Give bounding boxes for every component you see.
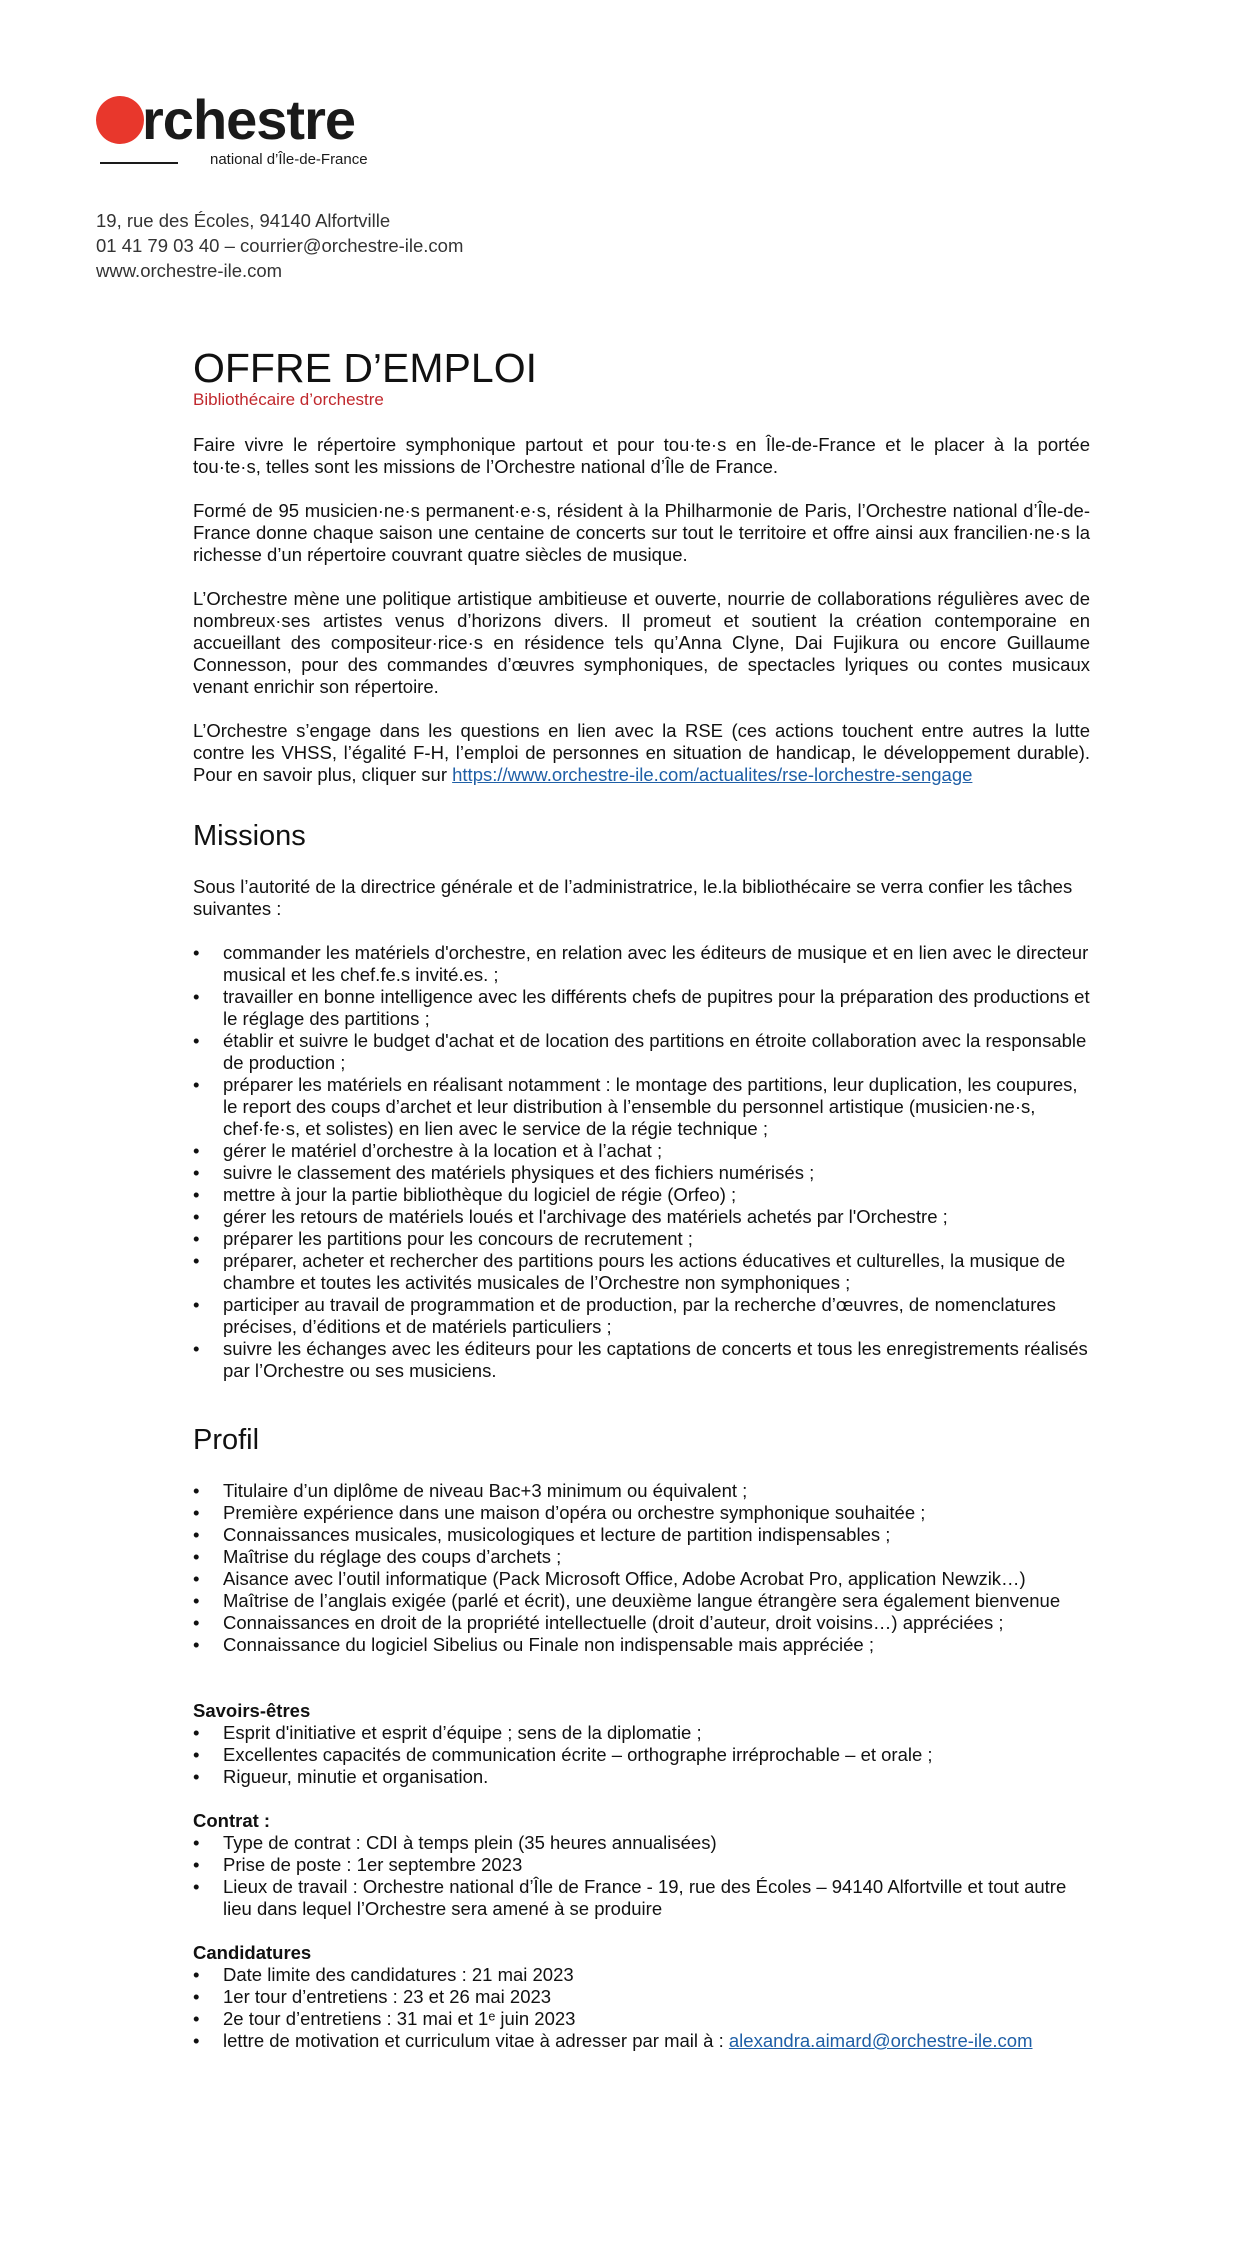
list-item: • 2e tour d’entretiens : 31 mai et 1ᵉ juin 2023 [193, 2008, 1090, 2030]
contact-address [96, 208, 463, 283]
orchestre-logo [96, 88, 406, 178]
logo-red-dot [96, 96, 144, 144]
list-item: • préparer, acheter et rechercher des partitions pours les actions éducatives et culturelles, la musique de chambre et toutes les activités musicales de l’Orchestre non symphoniques ; [193, 1250, 1090, 1294]
phone-email-line: 01 41 79 03 40 – courrier@orchestre-ile.com [96, 235, 464, 256]
contrat-list [193, 1832, 1090, 1920]
list-item: • Maîtrise du réglage des coups d’archets ; [193, 1546, 1090, 1568]
list-item: • Titulaire d’un diplôme de niveau Bac+3 minimum ou équivalent ; [193, 1480, 1090, 1502]
list-item: • établir et suivre le budget d'achat et de location des partitions en étroite collaboration avec la responsable de production ; [193, 1030, 1090, 1074]
address-line: 19, rue des Écoles, 94140 Alfortville [96, 210, 391, 231]
list-item: • Esprit d'initiative et esprit d’équipe ; sens de la diplomatie ; [193, 1722, 1090, 1744]
missions-lead: Sous l’autorité de la directrice générale et de l’administratrice, le.la bibliothécaire se verra confier les tâches suivantes : [193, 876, 1073, 919]
list-item: • mettre à jour la partie bibliothèque du logiciel de régie (Orfeo) ; [193, 1184, 1090, 1206]
list-item: • commander les matériels d'orchestre, en relation avec les éditeurs de musique et en lien avec le directeur musical et les chef.fe.s invité.es. ; [193, 942, 1090, 986]
candidatures-contact-list [193, 2030, 1090, 2052]
list-item: • Connaissance du logiciel Sibelius ou Finale non indispensable mais appréciée ; [193, 1634, 1090, 1656]
intro-paragraph-3: L’Orchestre mène une politique artistique ambitieuse et ouverte, nourrie de collaborations régulières avec de nombreux·ses artistes venus d’horizons divers. Il promeut et soutient la création contemporaine en accueillant des compositeur·rice·s en résidence tels qu’Anna Clyne, Dai Fujikura ou encore Guillaume Connesson, pour des commandes d’œuvres symphoniques, de spectacles lyriques ou contes musicaux venant enrichir son répertoire. [193, 588, 1090, 697]
list-item: • Première expérience dans une maison d’opéra ou orchestre symphonique souhaitée ; [193, 1502, 1090, 1524]
list-item: • Type de contrat : CDI à temps plein (35 heures annualisées) [193, 1832, 1090, 1854]
list-item: • Rigueur, minutie et organisation. [193, 1766, 1090, 1788]
application-email-link[interactable]: alexandra.aimard@orchestre-ile.com [728, 2030, 1033, 2051]
application-text: lettre de motivation et curriculum vitae à adresser par mail à : [223, 2030, 729, 2051]
list-item [193, 2030, 1090, 2052]
intro-paragraph-2: Formé de 95 musicien·ne·s permanent·e·s, résident à la Philharmonie de Paris, l’Orchestre national d’Île-de-France donne chaque saison une centaine de concerts sur tout le territoire et offre ainsi aux francilien·ne·s la richesse d’un répertoire couvrant quatre siècles de musique. [193, 500, 1090, 565]
list-item: • Connaissances musicales, musicologiques et lecture de partition indispensables ; [193, 1524, 1090, 1546]
profil-list [193, 1480, 1090, 1656]
candidatures-heading: Candidatures [193, 1942, 312, 1963]
rse-text: L’Orchestre s’engage dans les questions en lien avec la RSE (ces actions touchent entre autres la lutte contre les VHSS, l’égalité F-H, l’emploi de personnes en situation de handicap, le développement durable). Pour en savoir plus, cliquer sur [193, 720, 1090, 785]
job-offer-content [193, 346, 1090, 2052]
list-item: • Excellentes capacités de communication écrite – orthographe irréprochable – et orale ; [193, 1744, 1090, 1766]
list-item: • Prise de poste : 1er septembre 2023 [193, 1854, 1090, 1876]
list-item: • Aisance avec l’outil informatique (Pack Microsoft Office, Adobe Acrobat Pro, application Newzik…) [193, 1568, 1090, 1590]
page-title: OFFRE D’EMPLOI [193, 345, 537, 391]
website-line: www.orchestre-ile.com [96, 260, 283, 281]
savoirs-section [193, 1700, 1090, 1788]
missions-list [193, 942, 1090, 1382]
list-item: • gérer les retours de matériels loués et l'archivage des matériels achetés par l'Orchestre ; [193, 1206, 1090, 1228]
list-item: • Connaissances en droit de la propriété intellectuelle (droit d’auteur, droit voisins…) appréciées ; [193, 1612, 1090, 1634]
list-item: • 1er tour d’entretiens : 23 et 26 mai 2023 [193, 1986, 1090, 2008]
logo-wordmark: rchestre [142, 88, 356, 151]
list-item: • suivre le classement des matériels physiques et des fichiers numérisés ; [193, 1162, 1090, 1184]
list-item: • Lieux de travail : Orchestre national d’Île de France - 19, rue des Écoles – 94140 Alfortville et tout autre lieu dans lequel l’Orchestre sera amené à se produire [193, 1876, 1090, 1920]
intro-paragraph-4 [193, 720, 1090, 786]
candidatures-section [193, 1942, 1090, 2052]
profil-heading: Profil [193, 1424, 260, 1456]
list-item: • suivre les échanges avec les éditeurs pour les captations de concerts et tous les enregistrements réalisés par l’Orchestre ou ses musiciens. [193, 1338, 1090, 1382]
list-item: • participer au travail de programmation et de production, par la recherche d’œuvres, de nomenclatures précises, d’éditions et de matériels particuliers ; [193, 1294, 1090, 1338]
list-item: • travailler en bonne intelligence avec les différents chefs de pupitres pour la préparation des productions et le réglage des partitions ; [193, 986, 1090, 1030]
candidatures-list [193, 1964, 1090, 2030]
rse-link[interactable]: https://www.orchestre-ile.com/actualites/rse-lorchestre-sengage [452, 764, 973, 785]
savoirs-list [193, 1722, 1090, 1788]
contrat-heading: Contrat : [193, 1810, 271, 1831]
list-item: • Date limite des candidatures : 21 mai 2023 [193, 1964, 1090, 1986]
logo-subtitle: national d’Île-de-France [210, 151, 368, 168]
job-subtitle: Bibliothécaire d’orchestre [193, 390, 384, 409]
list-item: • préparer les partitions pour les concours de recrutement ; [193, 1228, 1090, 1250]
savoirs-heading: Savoirs-êtres [193, 1700, 311, 1721]
list-item: • gérer le matériel d’orchestre à la location et à l’achat ; [193, 1140, 1090, 1162]
contrat-section [193, 1810, 1090, 1920]
list-item: • Maîtrise de l’anglais exigée (parlé et écrit), une deuxième langue étrangère sera également bienvenue [193, 1590, 1090, 1612]
missions-heading: Missions [193, 820, 306, 852]
logo-rule [100, 162, 178, 164]
intro-paragraph-1: Faire vivre le répertoire symphonique partout et pour tou·te·s en Île-de-France et le placer à la portée tou·te·s, telles sont les missions de l’Orchestre national d’Île de France. [193, 434, 1090, 477]
list-item: • préparer les matériels en réalisant notamment : le montage des partitions, leur duplication, les coupures, le report des coups d’archet et leur distribution à l’ensemble du personnel artistique (musicien·ne·s, chef·fe·s, et solistes) en lien avec le service de la régie technique ; [193, 1074, 1090, 1140]
